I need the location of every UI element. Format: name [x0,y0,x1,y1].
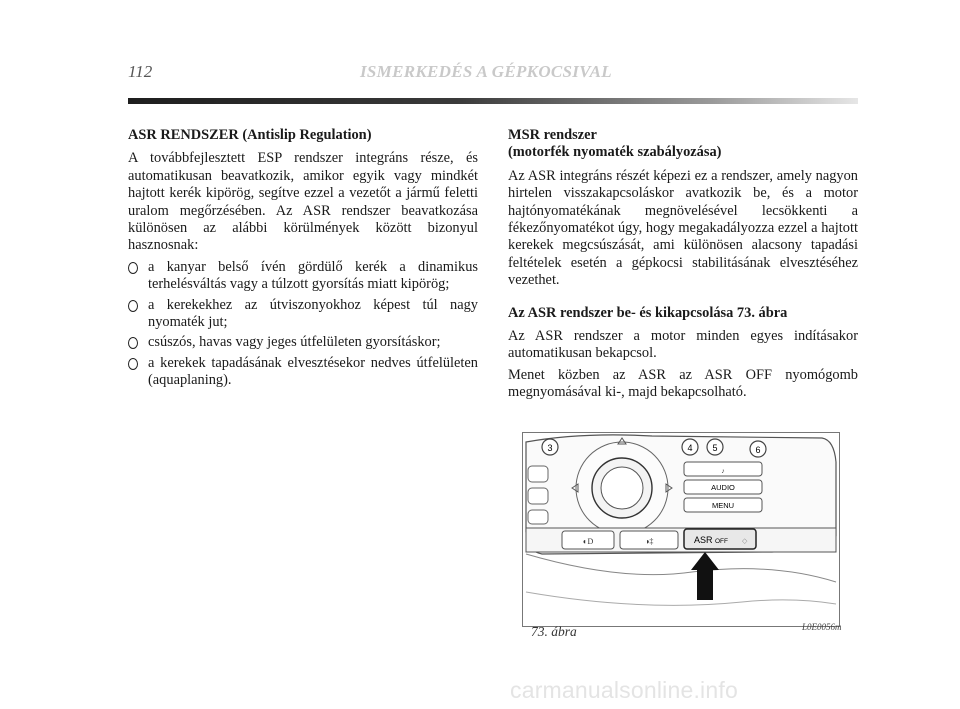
audio-button-label: AUDIO [711,483,735,492]
console-illustration [522,432,840,627]
preset-5-label: 5 [712,443,718,453]
list-item [128,259,478,294]
msr-heading-title: MSR rendszer [508,127,597,143]
list-item-text: a kerekekhez az útviszonyokhoz képest túl nagy nyomaték jut; [148,296,478,331]
list-item-text: a kanyar belső ívén gördülő kerék a dinamikus terhelésváltás vagy a túlzott gyorsítás miatt kipörög; [148,258,478,293]
svg-text:◐D: ◐D [582,537,594,546]
list-item [128,355,478,390]
bullet-icon [128,337,138,349]
watermark: carmanualsonline.info [510,677,738,703]
svg-text:♪: ♪ [721,468,725,475]
right-column [508,125,858,406]
list-item-text: a kerekek tapadásának elvesztésekor nedves útfelületen (aquaplaning). [148,354,478,389]
list-item [128,334,478,351]
left-column [128,125,478,393]
preset-3-label: 3 [547,443,553,453]
header-rule [128,98,858,104]
asr-heading: ASR RENDSZER (Antislip Regulation) [128,127,372,143]
asr-switch-heading: Az ASR rendszer be- és kikapcsolása 73. ábra [508,304,788,321]
list-item [128,297,478,332]
svg-text:◑‡: ◑‡ [644,537,654,546]
bullet-icon [128,300,138,312]
preset-6-label: 6 [755,445,761,455]
menu-button-label: MENU [711,501,735,510]
page-number: 112 [128,62,153,81]
asr-switch-text-2: Menet közben az ASR az ASR OFF nyomógomb megnyomásával ki-, majd bekapcsolható. [508,366,858,401]
msr-heading-subtitle: (motorfék nyomaték szabályozása) [508,144,722,161]
asr-switch-text-1: Az ASR rendszer a motor minden egyes indításakor automatikusan bekapcsol. [508,328,858,362]
page-header [128,62,858,82]
figure-code: L0E0056m [802,622,842,632]
msr-heading [508,127,858,162]
list-item-text: csúszós, havas vagy jeges útfelületen gyorsításkor; [148,334,441,351]
asr-conditions-list [128,259,478,390]
figure-caption: 73. ábra [531,624,577,639]
asr-button-label: ASR [694,535,713,545]
running-title: ISMERKEDÉS A GÉPKOCSIVAL [360,62,612,81]
bullet-icon [128,358,138,370]
figure-73-console [522,432,840,627]
bullet-icon [128,262,138,274]
preset-4-label: 4 [687,443,693,453]
svg-text:◇: ◇ [742,537,748,545]
off-button-label: OFF [715,538,728,545]
msr-text: Az ASR integráns részét képezi ez a rendszer, amely nagyon hirtelen visszakapcsoláskor avatkozik be, és a motor hajtónyomatékának megnövelésével lecsökkenti a fékezőnyomatékot úgy, hogy megakadályozza ezzel a hajtott kerekek megcsúszását, ami különösen alacsony tapadási feltételek esetén a gépkocsi stabilitásának elvesztéséhez vezethet. [508,167,858,289]
asr-intro: A továbbfejlesztett ESP rendszer integráns része, és automatikusan beavatkozik, amikor egyik vagy mindkét hajtott kerék kipörög, segítve ezzel a vezetőt a jármű feletti uralom megőrzésében. Az ASR rendszer beavatkozása különösen az alábbi körülmények között bizonyul hasznosnak: [128,150,478,254]
